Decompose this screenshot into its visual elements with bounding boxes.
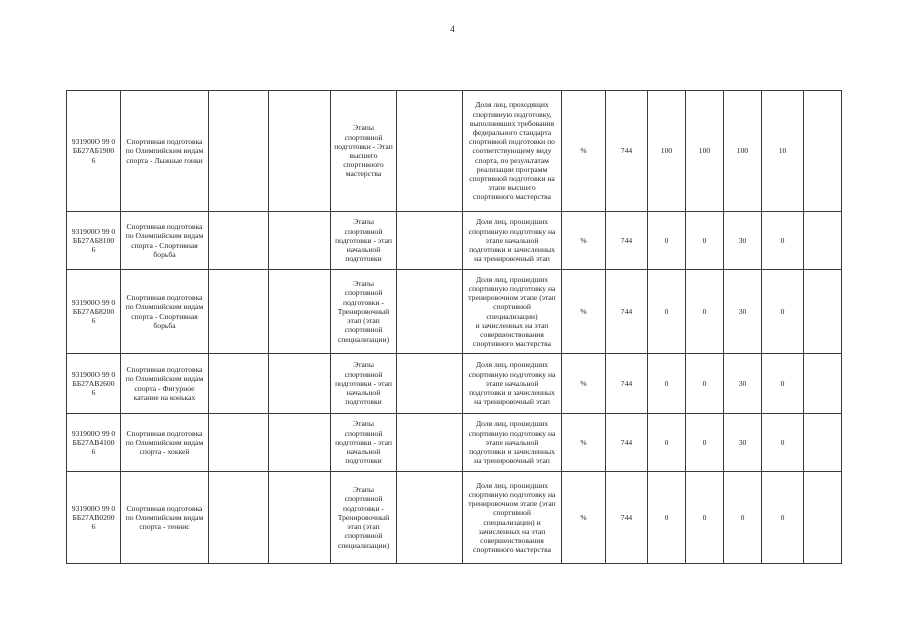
registry-code-cell: 931900О 99 0 ББ27АВ0200 6 — [67, 472, 121, 564]
service-name-cell: Спортивная подготовка по Олимпийским видам спорта - теннис — [121, 472, 209, 564]
empty-cell — [397, 472, 463, 564]
unit-cell: % — [562, 472, 606, 564]
registry-code-cell: 931900О 99 0 ББ27АВ4100 6 — [67, 414, 121, 472]
deviation-cell: 0 — [762, 472, 804, 564]
value-cell: 100 — [686, 91, 724, 212]
deviation-cell: 0 — [762, 212, 804, 270]
service-name-cell: Спортивная подготовка по Олимпийским видам спорта - Спортивная борьба — [121, 270, 209, 354]
table-row — [67, 472, 842, 564]
unit-cell: % — [562, 354, 606, 414]
indicator-name-cell: Доля лиц, прошедших спортивную подготовку на этапе начальной подготовки и зачисленных на тренировочный этап — [463, 414, 562, 472]
empty-cell — [209, 212, 269, 270]
okei-code-cell: 744 — [606, 472, 648, 564]
okei-code-cell: 744 — [606, 354, 648, 414]
value-cell: 0 — [686, 414, 724, 472]
empty-cell — [397, 270, 463, 354]
value-cell: 30 — [724, 414, 762, 472]
registry-code-cell: 931900О 99 0 ББ27АБ8200 6 — [67, 270, 121, 354]
indicator-name-cell: Доля лиц, прошедших спортивную подготовку на тренировочном этапе (этап спортивной специализации) и зачисленных на этап совершенствования спортивного мастерства — [463, 270, 562, 354]
empty-cell — [269, 91, 331, 212]
service-name-cell: Спортивная подготовка по Олимпийским видам спорта - Спортивная борьба — [121, 212, 209, 270]
value-cell: 30 — [724, 212, 762, 270]
value-cell: 0 — [648, 414, 686, 472]
empty-cell — [269, 414, 331, 472]
value-cell: 0 — [724, 472, 762, 564]
empty-cell — [397, 354, 463, 414]
value-cell: 0 — [686, 270, 724, 354]
value-cell: 30 — [724, 354, 762, 414]
stage-cell: Этапы спортивной подготовки - этап начальной подготовки — [331, 414, 397, 472]
unit-cell: % — [562, 91, 606, 212]
registry-code-cell: 931900О 99 0 ББ27АБ1900 6 — [67, 91, 121, 212]
table-row — [67, 91, 842, 212]
deviation-cell: 0 — [762, 270, 804, 354]
unit-cell: % — [562, 414, 606, 472]
unit-cell: % — [562, 212, 606, 270]
empty-cell — [804, 414, 842, 472]
value-cell: 0 — [648, 270, 686, 354]
empty-cell — [209, 270, 269, 354]
value-cell: 0 — [648, 354, 686, 414]
empty-cell — [209, 91, 269, 212]
empty-cell — [804, 354, 842, 414]
service-name-cell: Спортивная подготовка по Олимпийским видам спорта - Фигурное катание на коньках — [121, 354, 209, 414]
table-row — [67, 270, 842, 354]
deviation-cell: 0 — [762, 414, 804, 472]
service-name-cell: Спортивная подготовка по Олимпийским видам спорта - Лыжные гонки — [121, 91, 209, 212]
value-cell: 100 — [724, 91, 762, 212]
okei-code-cell: 744 — [606, 91, 648, 212]
indicator-name-cell: Доля лиц, проходящих спортивную подготовку, выполнивших требования федерального стандарта спортивной подготовки по соответствующему виду спорта, по результатам реализации программ спортивной подготовки на этапе высшего спортивного мастерства — [463, 91, 562, 212]
okei-code-cell: 744 — [606, 212, 648, 270]
empty-cell — [209, 472, 269, 564]
deviation-cell: 10 — [762, 91, 804, 212]
empty-cell — [397, 212, 463, 270]
okei-code-cell: 744 — [606, 414, 648, 472]
stage-cell: Этапы спортивной подготовки - Этап высшего спортивного мастерства — [331, 91, 397, 212]
indicator-name-cell: Доля лиц, прошедших спортивную подготовку на этапе начальной подготовки и зачисленных на тренировочный этап — [463, 212, 562, 270]
empty-cell — [804, 270, 842, 354]
stage-cell: Этапы спортивной подготовки - Тренировочный этап (этап спортивной специализации) — [331, 472, 397, 564]
value-cell: 0 — [686, 212, 724, 270]
empty-cell — [804, 472, 842, 564]
empty-cell — [397, 91, 463, 212]
value-cell: 100 — [648, 91, 686, 212]
empty-cell — [397, 414, 463, 472]
empty-cell — [269, 354, 331, 414]
value-cell: 0 — [648, 472, 686, 564]
indicator-name-cell: Доля лиц, прошедших спортивную подготовку на этапе начальной подготовки и зачисленных на тренировочный этап — [463, 354, 562, 414]
table-row — [67, 212, 842, 270]
value-cell: 0 — [648, 212, 686, 270]
empty-cell — [269, 212, 331, 270]
deviation-cell: 0 — [762, 354, 804, 414]
value-cell: 0 — [686, 472, 724, 564]
stage-cell: Этапы спортивной подготовки - этап начальной подготовки — [331, 354, 397, 414]
indicator-table — [66, 90, 842, 564]
value-cell: 30 — [724, 270, 762, 354]
table-row — [67, 354, 842, 414]
indicator-name-cell: Доля лиц, прошедших спортивную подготовку на тренировочном этапе (этап спортивной специализации) и зачисленных на этап совершенствования спортивного мастерства — [463, 472, 562, 564]
registry-code-cell: 931900О 99 0 ББ27АВ2600 6 — [67, 354, 121, 414]
empty-cell — [804, 212, 842, 270]
unit-cell: % — [562, 270, 606, 354]
value-cell: 0 — [686, 354, 724, 414]
page-number: 4 — [450, 24, 455, 34]
empty-cell — [209, 414, 269, 472]
empty-cell — [269, 472, 331, 564]
registry-code-cell: 931900О 99 0 ББ27АБ8100 6 — [67, 212, 121, 270]
empty-cell — [804, 91, 842, 212]
okei-code-cell: 744 — [606, 270, 648, 354]
empty-cell — [209, 354, 269, 414]
service-name-cell: Спортивная подготовка по Олимпийским видам спорта - хоккей — [121, 414, 209, 472]
table-row — [67, 414, 842, 472]
empty-cell — [269, 270, 331, 354]
stage-cell: Этапы спортивной подготовки - Тренировочный этап (этап спортивной специализации) — [331, 270, 397, 354]
stage-cell: Этапы спортивной подготовки - этап начальной подготовки — [331, 212, 397, 270]
